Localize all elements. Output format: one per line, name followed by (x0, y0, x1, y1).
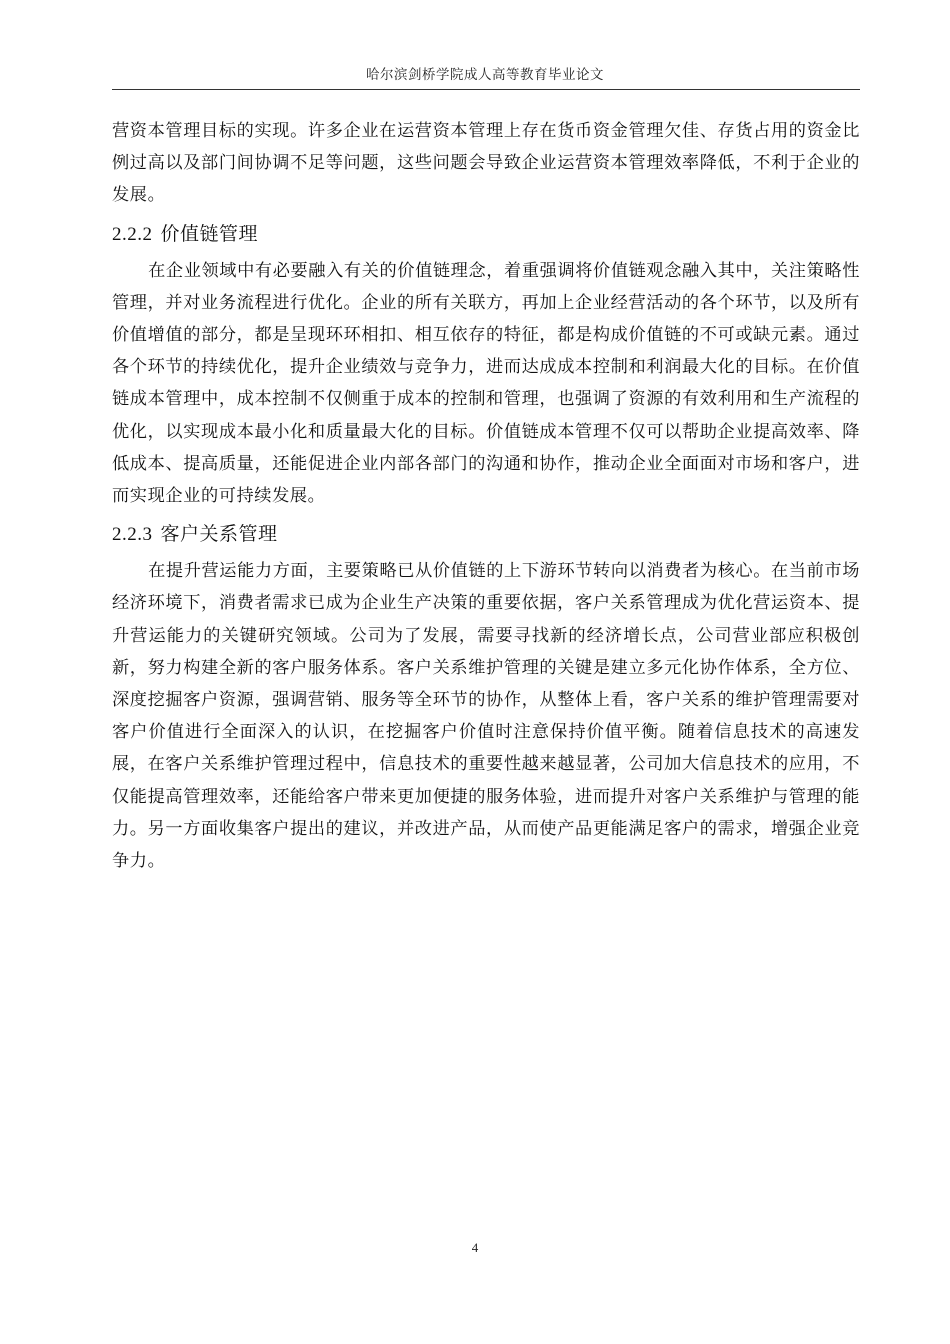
page-number: 4 (471, 1240, 479, 1255)
running-header: 哈尔滨剑桥学院成人高等教育毕业论文 (366, 67, 604, 83)
section-2-2-2-paragraph: 在企业领域中有必要融入有关的价值链理念，着重强调将价值链观念融入其中，关注策略性管理，并对业务流程进行优化。企业的所有关联方，再加上企业经营活动的各个环节，以及所有价值增值的部分，都是呈现环环相扣、相互依存的特征，都是构成价值链的不可或缺元素。通过各个环节的持续优化，提升企业绩效与竞争力，进而达成成本控制和利润最大化的目标。在价值链成本管理中，成本控制不仅侧重于成本的控制和管理，也强调了资源的有效利用和生产流程的优化，以实现成本最小化和质量最大化的目标。价值链成本管理不仅可以帮助企业提高效率、降低成本、提高质量，还能促进企业内部各部门的沟通和协作，推动企业全面面对市场和客户，进而实现企业的可持续发展。 (112, 260, 860, 507)
header-rule (112, 89, 860, 90)
section-number: 2.2.2 (112, 223, 153, 245)
section-title: 客户关系管理 (160, 523, 278, 546)
section-number: 2.2.3 (112, 524, 153, 546)
section-heading-2-2-2 (112, 218, 860, 251)
page-body (112, 115, 860, 877)
continued-paragraph: 营资本管理目标的实现。许多企业在运营资本管理上存在货币资金管理欠佳、存货占用的资金比例过高以及部门间协调不足等问题，这些问题会导致企业运营资本管理效率降低，不利于企业的发展。 (112, 121, 860, 206)
section-title: 价值链管理 (160, 222, 259, 245)
section-heading-2-2-3 (112, 518, 860, 551)
section-2-2-3-paragraph: 在提升营运能力方面，主要策略已从价值链的上下游环节转向以消费者为核心。在当前市场经济环境下，消费者需求已成为企业生产决策的重要依据，客户关系管理成为优化营运资本、提升营运能力的关键研究领域。公司为了发展，需要寻找新的经济增长点，公司营业部应积极创新，努力构建全新的客户服务体系。客户关系维护管理的关键是建立多元化协作体系，全方位、深度挖掘客户资源，强调营销、服务等全环节的协作，从整体上看，客户关系的维护管理需要对客户价值进行全面深入的认识，在挖掘客户价值时注意保持价值平衡。随着信息技术的高速发展，在客户关系维护管理过程中，信息技术的重要性越来越显著，公司加大信息技术的应用，不仅能提高管理效率，还能给客户带来更加便捷的服务体验，进而提升对客户关系维护与管理的能力。另一方面收集客户提出的建议，并改进产品，从而使产品更能满足客户的需求，增强企业竞争力。 (112, 561, 860, 872)
